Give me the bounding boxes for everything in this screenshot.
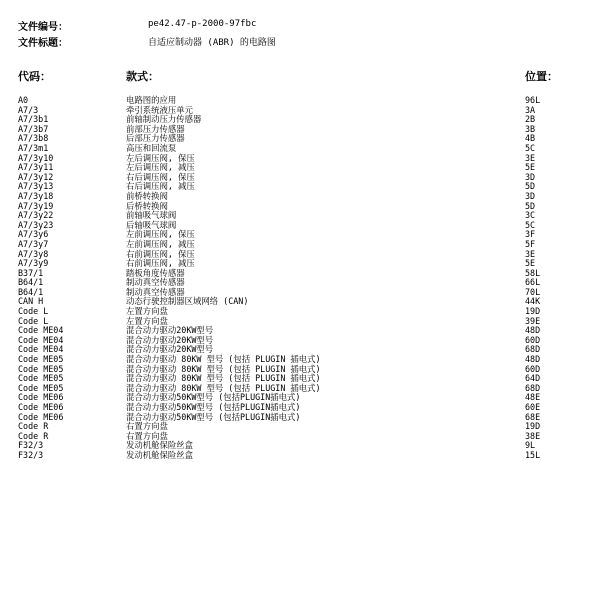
- row-code: Code L: [18, 306, 49, 317]
- table-row: [0, 384, 601, 394]
- row-position: 44K: [525, 296, 541, 307]
- component-table: [0, 96, 601, 461]
- row-position: 5F: [525, 238, 536, 249]
- row-code: A7/3y12: [18, 171, 54, 182]
- table-row: [0, 250, 601, 260]
- row-code: Code ME06: [18, 402, 64, 412]
- row-position: 2B: [525, 114, 536, 125]
- row-position: 19D: [525, 421, 541, 432]
- row-description: 右后调压阀, 保压: [126, 171, 195, 182]
- row-code: Code ME04: [18, 325, 64, 336]
- table-row: [0, 182, 601, 192]
- row-description: 混合动力驱动20KW型号: [126, 344, 214, 355]
- doc-number-label: 文件编号：: [18, 22, 68, 33]
- row-code: A7/3y8: [18, 248, 49, 259]
- row-code: Code ME05: [18, 363, 64, 374]
- table-row: [0, 413, 601, 423]
- row-code: A7/3y23: [18, 219, 54, 230]
- row-position: 3F: [525, 229, 536, 240]
- row-code: B37/1: [18, 267, 44, 278]
- row-description: 前桥转换阀: [126, 190, 168, 201]
- table-row: [0, 317, 601, 327]
- row-code: Code ME04: [18, 344, 64, 355]
- table-row: [0, 307, 601, 317]
- row-code: Code ME06: [18, 411, 64, 422]
- column-header-code: 代码：: [18, 70, 51, 83]
- row-code: Code ME05: [18, 382, 64, 393]
- doc-number-value: pe42.47-p-2000-97fbc: [148, 19, 257, 29]
- row-code: A7/3y22: [18, 210, 54, 221]
- table-row: [0, 451, 601, 461]
- table-row: [0, 393, 601, 403]
- row-description: 混合动力驱动20KW型号: [126, 325, 214, 336]
- row-position: 64D: [525, 373, 541, 384]
- row-code: Code R: [18, 421, 49, 432]
- row-position: 4B: [525, 133, 536, 144]
- row-description: 右前调压阀, 减压: [126, 258, 195, 269]
- row-description: 前部压力传感器: [126, 123, 185, 134]
- doc-title-value: 自适应制动器 (ABR) 的电路图: [148, 38, 276, 48]
- row-code: A7/3y18: [18, 190, 54, 201]
- row-code: A7/3y13: [18, 181, 54, 192]
- row-description: 混合动力驱动 80KW 型号 (包括 PLUGIN 插电式): [126, 354, 321, 365]
- row-description: 混合动力驱动50KW型号 (包括PLUGIN插电式): [126, 402, 301, 412]
- row-position: 68D: [525, 344, 541, 355]
- row-description: 制动真空传感器: [126, 286, 185, 297]
- table-row: [0, 106, 601, 116]
- table-row: [0, 336, 601, 346]
- row-description: 混合动力驱动 80KW 型号 (包括 PLUGIN 插电式): [126, 363, 321, 374]
- table-row: [0, 422, 601, 432]
- row-code: F32/3: [18, 449, 44, 460]
- row-description: 制动真空传感器: [126, 277, 185, 288]
- row-code: CAN H: [18, 296, 44, 307]
- table-row: [0, 278, 601, 288]
- column-header-desc: 款式：: [126, 70, 159, 83]
- row-description: 左前调压阀, 保压: [126, 229, 195, 240]
- table-row: [0, 269, 601, 279]
- row-position: 19D: [525, 306, 541, 317]
- row-position: 5E: [525, 162, 536, 173]
- row-position: 48D: [525, 354, 541, 365]
- row-code: Code ME06: [18, 392, 64, 403]
- table-row: [0, 297, 601, 307]
- row-position: 60D: [525, 363, 541, 374]
- row-position: 48E: [525, 392, 541, 403]
- row-code: B64/1: [18, 277, 44, 288]
- row-position: 5E: [525, 258, 536, 269]
- row-position: 3D: [525, 190, 536, 201]
- row-code: Code R: [18, 430, 49, 441]
- row-description: 牵引系统液压单元: [126, 104, 193, 115]
- row-description: 右置方向盘: [126, 430, 168, 441]
- row-position: 68E: [525, 411, 541, 422]
- row-code: A7/3y7: [18, 238, 49, 249]
- table-row: [0, 163, 601, 173]
- row-position: 60E: [525, 402, 541, 412]
- row-code: Code ME05: [18, 354, 64, 365]
- table-row: [0, 230, 601, 240]
- row-description: 右前调压阀, 保压: [126, 248, 195, 259]
- table-row: [0, 192, 601, 202]
- row-position: 96L: [525, 95, 541, 105]
- row-position: 66L: [525, 277, 541, 288]
- row-code: B64/1: [18, 286, 44, 297]
- row-position: 48D: [525, 325, 541, 336]
- table-row: [0, 432, 601, 442]
- row-position: 3A: [525, 104, 536, 115]
- table-row: [0, 134, 601, 144]
- row-description: 后部压力传感器: [126, 133, 185, 144]
- row-description: 前轴制动压力传感器: [126, 114, 202, 125]
- table-row: [0, 259, 601, 269]
- table-row: [0, 441, 601, 451]
- row-code: A7/3y19: [18, 200, 54, 211]
- row-description: 右后调压阀, 减压: [126, 181, 195, 192]
- row-description: 前轴吸气球阀: [126, 210, 177, 221]
- table-row: [0, 144, 601, 154]
- row-code: Code ME04: [18, 334, 64, 345]
- row-code: A0: [18, 95, 29, 105]
- row-code: A7/3b1: [18, 114, 49, 125]
- row-code: A7/3y6: [18, 229, 49, 240]
- row-position: 3C: [525, 210, 536, 221]
- row-position: 9L: [525, 440, 536, 451]
- row-description: 动态行驶控制器区域网络 (CAN): [126, 296, 249, 307]
- row-description: 混合动力驱动 80KW 型号 (包括 PLUGIN 插电式): [126, 382, 321, 393]
- table-row: [0, 96, 601, 106]
- row-description: 右置方向盘: [126, 421, 168, 432]
- row-description: 后轴吸气球阀: [126, 219, 177, 230]
- row-position: 5C: [525, 219, 536, 230]
- row-position: 39E: [525, 315, 541, 326]
- table-row: [0, 221, 601, 231]
- row-description: 混合动力驱动20KW型号: [126, 334, 214, 345]
- row-description: 发动机舱保险丝盒: [126, 440, 193, 451]
- row-code: A7/3b7: [18, 123, 49, 134]
- row-description: 踏板角度传感器: [126, 267, 185, 278]
- table-row: [0, 173, 601, 183]
- row-position: 5D: [525, 181, 536, 192]
- table-row: [0, 403, 601, 413]
- row-description: 左置方向盘: [126, 315, 168, 326]
- row-description: 电路图的应用: [126, 95, 177, 105]
- row-position: 58L: [525, 267, 541, 278]
- row-description: 混合动力驱动50KW型号 (包括PLUGIN插电式): [126, 411, 301, 422]
- row-code: A7/3b8: [18, 133, 49, 144]
- row-position: 68D: [525, 382, 541, 393]
- row-position: 5D: [525, 200, 536, 211]
- table-row: [0, 125, 601, 135]
- row-position: 38E: [525, 430, 541, 441]
- row-code: A7/3y10: [18, 152, 54, 163]
- row-position: 3B: [525, 123, 536, 134]
- table-row: [0, 202, 601, 212]
- row-position: 3E: [525, 248, 536, 259]
- row-description: 混合动力驱动 80KW 型号 (包括 PLUGIN 插电式): [126, 373, 321, 384]
- doc-title-label: 文件标题：: [18, 38, 68, 49]
- row-code: A7/3m1: [18, 142, 49, 153]
- table-row: [0, 115, 601, 125]
- row-description: 左后调压阀, 减压: [126, 162, 195, 173]
- row-position: 3E: [525, 152, 536, 163]
- row-code: A7/3: [18, 104, 39, 115]
- row-position: 60D: [525, 334, 541, 345]
- row-description: 左后调压阀, 保压: [126, 152, 195, 163]
- row-code: Code L: [18, 315, 49, 326]
- table-row: [0, 154, 601, 164]
- row-position: 15L: [525, 449, 541, 460]
- row-position: 70L: [525, 286, 541, 297]
- table-row: [0, 326, 601, 336]
- row-description: 混合动力驱动50KW型号 (包括PLUGIN插电式): [126, 392, 301, 403]
- row-code: F32/3: [18, 440, 44, 451]
- row-description: 后桥转换阀: [126, 200, 168, 211]
- column-header-pos: 位置：: [525, 70, 558, 83]
- row-position: 3D: [525, 171, 536, 182]
- row-description: 发动机舱保险丝盒: [126, 449, 193, 460]
- table-row: [0, 288, 601, 298]
- row-position: 5C: [525, 142, 536, 153]
- table-row: [0, 240, 601, 250]
- row-description: 高压和回流泵: [126, 142, 177, 153]
- row-description: 左前调压阀, 减压: [126, 238, 195, 249]
- row-code: A7/3y11: [18, 162, 54, 173]
- table-row: [0, 211, 601, 221]
- row-description: 左置方向盘: [126, 306, 168, 317]
- row-code: Code ME05: [18, 373, 64, 384]
- row-code: A7/3y9: [18, 258, 49, 269]
